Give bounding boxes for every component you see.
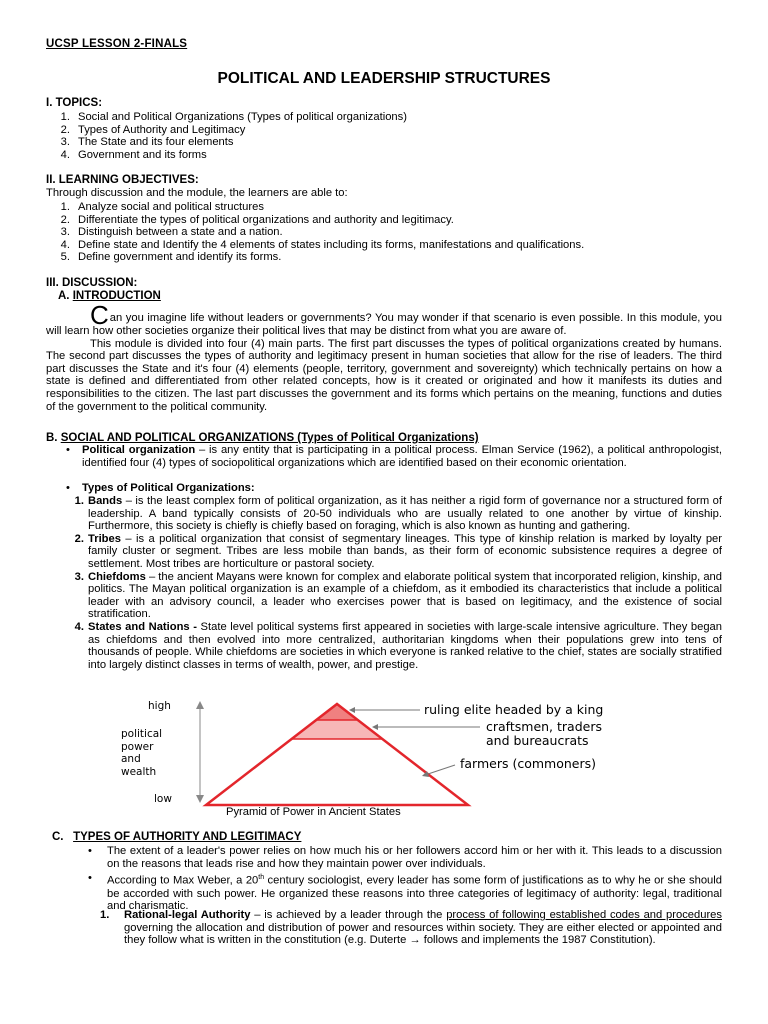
list-item: 4. States and Nations - State level political systems first appeared in societies with large-scale intensive agriculture. They began as chiefdoms and then evolved into more centralized, authoritarian kingdoms when their populations grew into tens of thousands of people. While chiefdoms are societies in which everyone is ranked relative to the chief, states are socially stratified into largely distinct classes in terms of wealth, power, and prestige.: [74, 620, 723, 671]
axis-low-label: low: [154, 793, 172, 805]
types-heading-bullet: • Types of Political Organizations:: [66, 482, 255, 494]
political-organization-bullet: • Political organization – is any entity that is participating in a political process. Elman Service (1962), a political anthropologist, identified four (4) types of sociopolitical organizations which are identified based on their economic orientation.: [66, 444, 723, 469]
farmers-label: farmers (commoners): [460, 756, 597, 771]
introduction-heading: A. INTRODUCTION: [58, 290, 161, 302]
list-item: 4. Define state and Identify the 4 elements of states including its forms, manifestations and qualifications.: [60, 238, 585, 251]
list-item: 3. The State and its four elements: [60, 136, 234, 149]
section-b-heading: B. SOCIAL AND POLITICAL ORGANIZATIONS (Types of Political Organizations): [46, 432, 479, 444]
axis-high-label: high: [148, 700, 171, 712]
arrow-down-icon: [196, 795, 204, 803]
list-item: 2. Tribes – is a political organization that consist of segmentary lineages. This type of kinship relation is marked by loyalty per family cluster or segment. Tribes are less mobile than bands, as their form of economic subsistence requires a degree of settlement. Most tribes are horticulture or pastoral society.: [74, 532, 722, 570]
figure-caption: Pyramid of Power in Ancient States: [226, 806, 401, 818]
page-title: POLITICAL AND LEADERSHIP STRUCTURES: [217, 70, 551, 87]
list-item: 1. Social and Political Organizations (Types of political organizations): [60, 111, 407, 123]
list-item: 2. Types of Authority and Legitimacy: [60, 123, 246, 136]
topics-heading: I. TOPICS:: [46, 97, 103, 109]
introduction-paragraph: Can you imagine life without leaders or governments? You may wonder if that scenario is even possible. In this module, you will learn how other societies organize their political lives that may be distinct from what you are aware of. This module is divided into four (4) main parts. The first part discusses the types of political organizations created by humans. The second part discusses the types of authority and legitimacy present in human societies that allow for the rise of leaders. The third part discusses the State and it's four (4) elements (people, territory, government and sovereignty) which technically pertains on how a state is defined and differentiated from other related concepts, how is it created or originated and how it manifests its duties and responsibilities to the citizen. The last part discusses the government and its forms which pertains on the meaning, functions and duties of the government to the political community.: [46, 300, 722, 413]
ruling-elite-label: ruling elite headed by a king: [424, 702, 604, 717]
topics-list: [46, 111, 726, 161]
pointer-arrowhead-icon: [372, 724, 378, 730]
list-item: • According to Max Weber, a 20th century sociologist, every leader has some form of justifications as to why he or she should be accorded with such power. He organized these reasons into three categories of legitimacy of authority: legal, traditional and charismatic.: [88, 872, 722, 913]
section-c-heading: C. TYPES OF AUTHORITY AND LEGITIMACY: [52, 831, 302, 843]
objectives-heading: II. LEARNING OBJECTIVES:: [46, 174, 199, 186]
list-item: 3. Chiefdoms – the ancient Mayans were known for complex and elaborate political system that incorporated religion, kinship, and politics. The Mayan political organization is an example of a chiefdom, as it embodied its characteristics that include a political leader with an advisory council, a leader who exercises power that is based on legitimacy, and the existence of social stratification.: [74, 570, 722, 621]
pyramid-bottom-tier: [206, 739, 468, 805]
section-c-bullets: [88, 845, 722, 913]
list-item: 4. Government and its forms: [60, 148, 207, 161]
list-item: 3. Distinguish between a state and a nation.: [60, 226, 283, 239]
list-item: 1. Analyze social and political structures: [60, 201, 264, 213]
drop-cap: C: [90, 300, 109, 330]
craftsmen-label: craftsmen, traders and bureaucrats: [486, 719, 602, 748]
document-label: UCSP LESSON 2-FINALS: [46, 38, 188, 50]
objectives-intro: Through discussion and the module, the learners are able to:: [46, 187, 348, 199]
types-list: [58, 495, 722, 671]
list-item: • The extent of a leader's power relies on how much his or her followers accord him or her with it. This leads to a discussion on the reasons that leads rise and how they maintain power over individuals.: [88, 845, 722, 870]
pyramid-figure: [110, 695, 630, 825]
pointer-line: [428, 765, 455, 774]
list-item: 5. Define government and identify its forms.: [60, 251, 282, 264]
list-item: 1. Bands – is the least complex form of political organization, as it has neither a rigid form of governance nor a structured form of leadership. A band typically consists of 20-50 individuals who are usually related to one another by virtue of kinship. Furthermore, this society is chiefly is chiefly based on foraging, which is also known as hunting and gathering.: [74, 495, 722, 533]
arrow-up-icon: [196, 701, 204, 709]
authority-item: 1. Rational-legal Authority – is achieved by a leader through the process of following established codes and procedures governing the allocation and distribution of power and resources within society. They are either elected or appointed and they follow what is written in the constitution (e.g. Duterte → follows and implements the 1987 Constitution).: [100, 909, 722, 947]
pointer-arrowhead-icon: [349, 707, 355, 713]
list-item: 2. Differentiate the types of political organizations and authority and legitimacy.: [60, 213, 454, 226]
objectives-list: [46, 201, 736, 264]
axis-label: political power and wealth: [121, 728, 163, 778]
discussion-heading: III. DISCUSSION:: [46, 277, 138, 289]
pyramid-top-tier: [316, 704, 358, 720]
